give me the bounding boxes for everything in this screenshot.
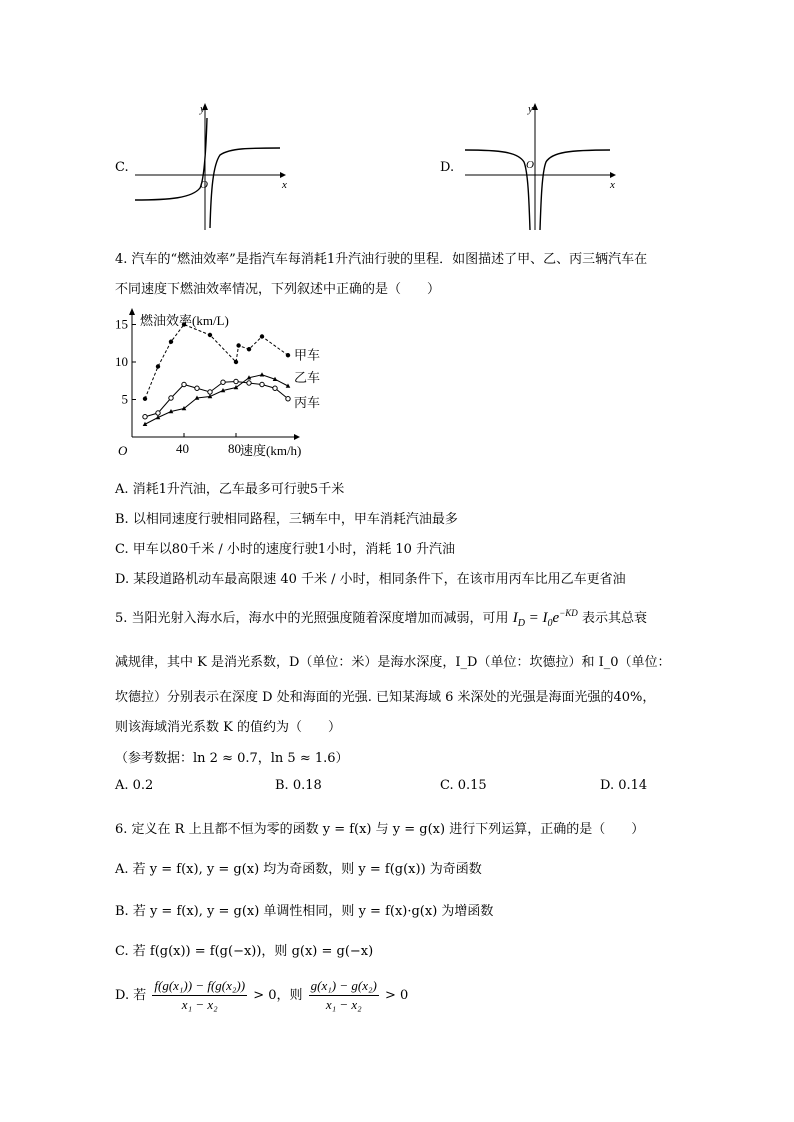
graph-c-y-label: y <box>200 103 205 115</box>
chart-series-label: 乙车 <box>294 370 321 385</box>
q6-option-b: B. 若 y = f(x), y = g(x) 单调性相同，则 y = f(x)·g(x) 为增函数 <box>115 904 494 919</box>
chart-point <box>273 386 277 390</box>
q4-option-c: C. 甲车以80千米 / 小时的速度行驶1小时，消耗 10 升汽油 <box>115 542 456 557</box>
chart-point <box>236 343 240 347</box>
graph-option-d <box>460 100 620 235</box>
q4-option-a: A. 消耗1升汽油，乙车最多可行驶5千米 <box>115 482 345 497</box>
q4-stem-line1: 4. 汽车的“燃油效率”是指汽车每消耗1升汽油行驶的里程．如图描述了甲、乙、丙三辆汽车在 <box>115 252 648 267</box>
graph-option-c <box>130 100 290 235</box>
q6-stem: 6. 定义在 R 上且都不恒为零的函数 y = f(x) 与 y = g(x) 进行下列运算，正确的是（ ） <box>115 822 645 837</box>
chart-point <box>208 333 212 337</box>
q6-frac1-numerator: f(g(x₁)) − f(g(x₂)) <box>152 978 247 996</box>
chart-point <box>156 411 160 415</box>
chart-x-tick-label: 80 <box>228 441 241 456</box>
chart-y-tick-label: 15 <box>115 316 128 332</box>
q5-option-c: C. 0.15 <box>440 778 487 793</box>
q5-stem-line1 <box>115 607 647 629</box>
chart-point <box>169 340 173 344</box>
q6-option-d-prefix: D. 若 <box>115 988 147 1003</box>
chart-point <box>286 353 290 357</box>
chart-series-line-1 <box>145 375 288 425</box>
chart-point <box>260 372 265 376</box>
q6-frac2-denominator: x₁ − x₂ <box>325 997 362 1012</box>
q5-line1-a: 5. 当阳光射入海水后，海水中的光照强度随着深度增加而减弱，可用 <box>115 611 509 626</box>
graph-c-origin: O <box>200 179 208 191</box>
chart-series-label: 丙车 <box>294 394 321 410</box>
chart-y-tick-label: 10 <box>115 354 128 369</box>
q5-formula: $I_D = I_0e^{-KD}$ <box>512 608 578 629</box>
chart-point <box>260 334 264 338</box>
option-c-label: C. <box>115 160 129 175</box>
graph-d-x-label: x <box>610 179 615 191</box>
chart-point <box>169 396 173 400</box>
q6-option-d-fraction-2 <box>309 978 379 1013</box>
q5-reference-data: （参考数据：ln 2 ≈ 0.7，ln 5 ≈ 1.6） <box>115 751 349 766</box>
chart-y-axis-arrow <box>129 308 135 315</box>
chart-point <box>247 347 251 351</box>
q6-option-d-middle: > 0，则 <box>253 988 303 1003</box>
chart-series-label: 甲车 <box>294 347 321 363</box>
chart-point <box>286 397 290 401</box>
q5-option-d: D. 0.14 <box>600 778 648 793</box>
q5-stem-line2: 减规律，其中 K 是消光系数，D（单位：米）是海水深度，I_D（单位：坎德拉）和 I_0（单位： <box>115 655 671 670</box>
chart-origin-label: O <box>118 443 128 458</box>
q5-line1-b: 表示其总衰 <box>581 611 647 626</box>
chart-series-line-2 <box>145 382 288 417</box>
chart-y-axis-label: 燃油效率(km/L) <box>140 313 229 328</box>
fuel-efficiency-chart <box>112 305 321 460</box>
chart-x-tick-label: 40 <box>176 441 189 456</box>
chart-point <box>260 382 264 386</box>
chart-point <box>234 379 238 383</box>
graph-d-origin: O <box>526 159 534 171</box>
q5-stem-line3: 坎德拉）分别表示在深度 D 处和海面的光强. 已知某海域 6 米深处的光强是海面光强的40%， <box>115 690 656 705</box>
q5-option-b: B. 0.18 <box>275 778 322 793</box>
q6-option-a: A. 若 y = f(x), y = g(x) 均为奇函数，则 y = f(g(x)) 为奇函数 <box>115 862 482 877</box>
graph-d-y-label: y <box>528 103 533 115</box>
q4-option-d: D. 某段道路机动车最高限速 40 千米 / 小时，相同条件下，在该市用丙车比用乙车更省油 <box>115 572 626 587</box>
q5-stem-line4: 则该海域消光系数 K 的值约为（ ） <box>115 720 341 735</box>
chart-point <box>156 364 160 368</box>
option-d-label: D. <box>440 160 455 175</box>
q6-option-d-fraction-1 <box>152 978 247 1013</box>
q6-option-d <box>115 978 408 1013</box>
chart-point <box>234 360 238 364</box>
chart-point <box>221 380 225 384</box>
graph-c-x-label: x <box>282 179 287 191</box>
q4-stem-line2: 不同速度下燃油效率情况，下列叙述中正确的是（ ） <box>115 282 441 297</box>
q6-frac1-denominator: x₁ − x₂ <box>181 997 218 1012</box>
chart-point <box>182 382 186 386</box>
chart-point <box>208 390 212 394</box>
q6-frac2-numerator: g(x₁) − g(x₂) <box>309 978 379 996</box>
chart-point <box>143 397 147 401</box>
q5-option-a: A. 0.2 <box>115 778 154 793</box>
chart-point <box>234 385 239 389</box>
q6-option-c: C. 若 f(g(x)) = f(g(−x))，则 g(x) = g(−x) <box>115 944 374 959</box>
chart-x-axis-label: 速度(km/h) <box>240 443 302 458</box>
chart-point <box>247 381 251 385</box>
chart-point <box>143 415 147 419</box>
chart-x-axis-arrow <box>294 434 300 440</box>
chart-y-tick-label: 5 <box>121 391 128 407</box>
q4-option-b: B. 以相同速度行驶相同路程，三辆车中，甲车消耗汽油最多 <box>115 512 458 527</box>
q6-option-d-end: > 0 <box>384 988 409 1003</box>
chart-point <box>195 386 199 390</box>
